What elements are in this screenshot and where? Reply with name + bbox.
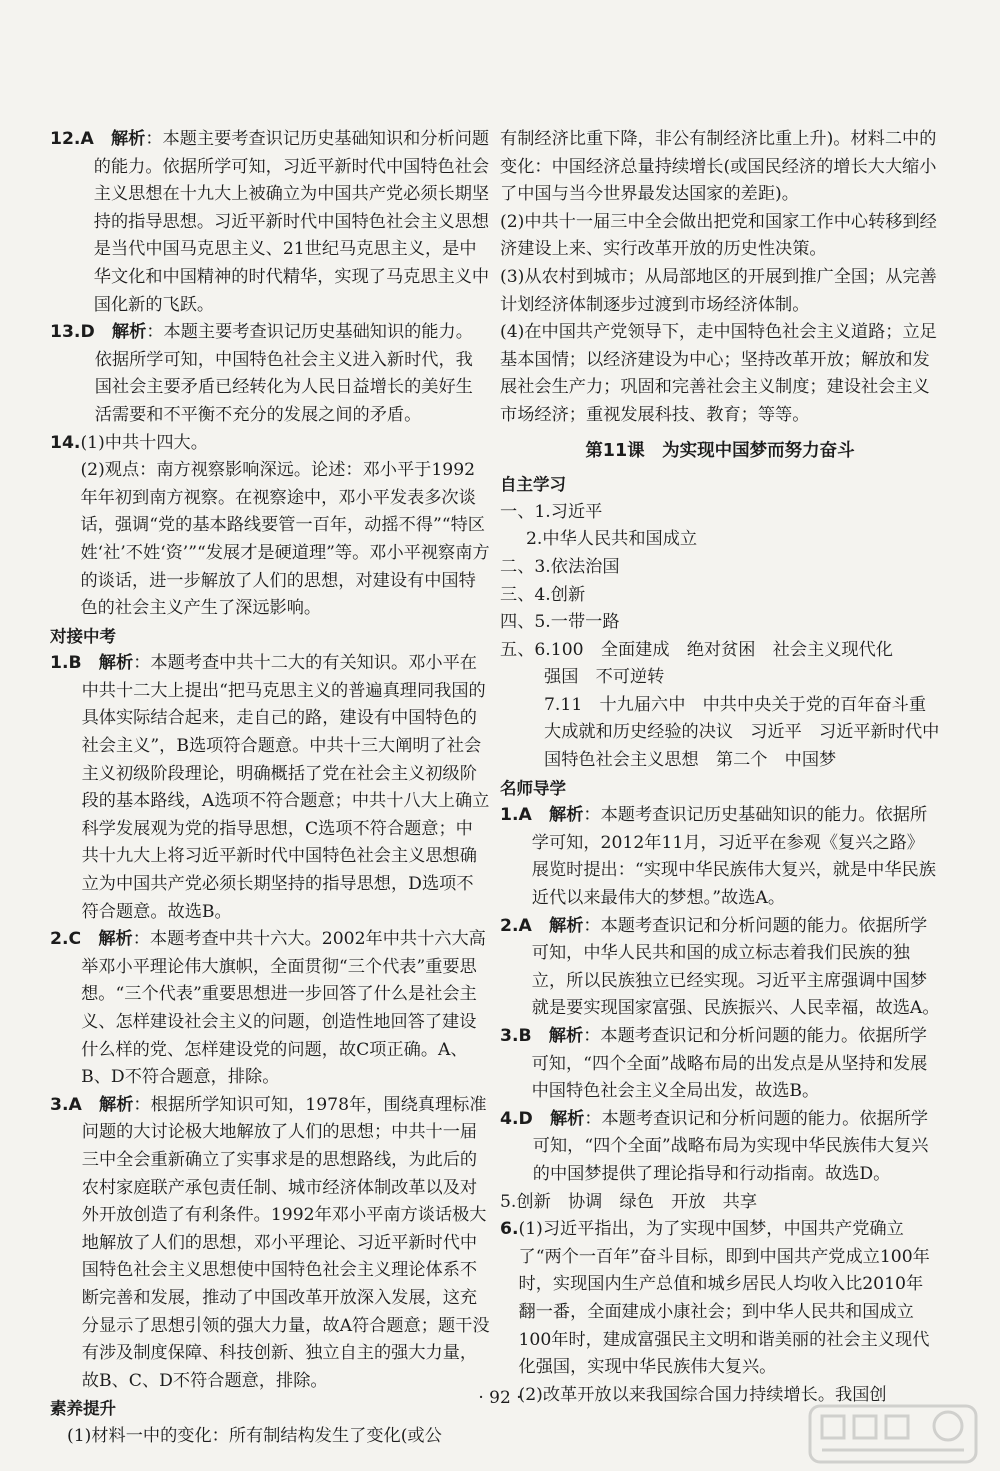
analysis-label: 解析 [549,1108,585,1129]
answer-text: 强国 不可逆转 [544,667,665,688]
answer-number: 2.A [500,915,532,936]
answer-m4 [500,1106,940,1189]
answer-text: ：本题考查识记和分析问题的能力。依据所学可知，“四个全面”战略布局的出发点是从坚持和发展中国特色社会主义全局出发，故选B。 [531,1026,928,1102]
answer-number: 4.D [500,1108,533,1129]
answer-text: ：本题考查识记和分析问题的能力。依据所学可知，“四个全面”战略布局为实现中华民族伟大复兴的中国梦提供了理论指导和行动指南。故选D。 [532,1108,929,1184]
answer-text: ：本题考查中共十六大。2002年中共十六大高举邓小平理论伟大旗帜，全面贯彻“三个代表”重要思想。“三个代表”重要思想进一步回答了什么是社会主义、怎样建设社会主义的问题，创造性地回答了建设什么样的党、怎样建设党的问题，故C项正确。A、B、D不符合题意，排除。 [81,929,486,1088]
section-heading: 对接中考 [50,626,116,646]
answer-text: ：根据所学知识可知，1978年，围绕真理标准问题的大讨论极大地解放了人们的思想；中共十一届三中全会重新确立了实事求是的思想路线，为此后的农村家庭联产承包责任制、城市经济体制改革以及对外开放创造了有利条件。1992年邓小平南方谈话极大地解放了人们的思想，邓小平理论、习近平新时代中国特色社会主义思想使中国特色社会主义理论体系不断完善和发展，推动了中国改革开放深入发展，这充分显示了思想引领的强大力量，故A符合题意；题干没有涉及制度保障、科技创新、独立自主的强大力量，故B、C、D不符合题意，排除。 [81,1094,490,1391]
analysis-label: 解析 [110,129,146,149]
answer-text: 2.中华人民共和国成立 [526,529,698,550]
section-heading: 自主学习 [500,475,566,495]
answer-number: 13.D [50,322,95,343]
section-heading: 名师导学 [500,778,566,798]
answer-text: 有制经济比重下降，非公有制经济比重上升)。材料二中的变化：中国经济总量持续增长(或国民经济的增长大大缩小了中国与当今世界最发达国家的差距)。 [500,129,937,205]
answer-number: 2.C [50,929,82,950]
answer-text: (1)中共十四大。 [80,432,208,453]
answer-text: 一、1.习近平 [500,501,603,522]
answer-text: 四、5.一带一路 [500,612,620,633]
answer-text: ：本题考查中共十二大的有关知识。邓小平在中共十二大上提出“把马克思主义的普遍真理同我国的具体实际结合起来，走自己的路，建设有中国特色的社会主义”，B选项符合题意。中共十三大阐明了社会主义初级阶段理论，明确概括了党在社会主义初级阶段的基本路线，A选项不符合题意；中共十八大上确立科学发展观为党的指导思想，C选项不符合题意；中共十九大上将习近平新时代中国特色社会主义思想确立为中国共产党必须长期坚持的指导思想，D选项不符合题意。故选B。 [81,653,490,922]
answer-m6 [500,1216,940,1409]
answer-text: (2)中共十一届三中全会做出把党和国家工作中心转移到经济建设上来、实行改革开放的历史性决策。 [500,211,937,260]
answer-text: 二、3.依法治国 [500,556,620,577]
section-heading: 素养提升 [50,1399,116,1419]
answer-text: ：本题考查识记历史基础知识的能力。依据所学可知，2012年11月，习近平在参观《复兴之路》展览时提出：“实现中华民族伟大复兴，就是中华民族近代以来最伟大的梦想。”故选A。 [531,805,936,909]
answer-m3 [500,1023,940,1106]
answer-number: 3.A [50,1094,82,1115]
answer-text: ：本题主要考查识记历史基础知识的能力。依据所学可知，中国特色社会主义进入新时代，我国社会主要矛盾已经转化为人民日益增长的美好生活需要和不平衡不充分的发展之间的矛盾。 [94,322,473,425]
answer-d2 [50,926,490,1092]
answer-number: 14. [50,432,81,453]
answer-m2 [500,913,940,1023]
answer-text: (1)习近平指出，为了实现中国梦，中国共产党确立了“两个一百年”奋斗目标，即到中国共产党成立100年时，实现国内生产总值和城乡居民人均收入比2010年翻一番，全面建成小康社会；到中华人民共和国成立100年时，建成富强民主文明和谐美丽的社会主义现代化强国，实现中华民族伟大复兴。 [518,1219,930,1378]
answer-number: 3.B [500,1026,532,1046]
right-column [500,126,940,1409]
answer-13 [50,319,490,429]
answer-text: 5.创新 协调 绿色 开放 共享 [500,1191,758,1212]
lesson-title: 第11课 为实现中国梦而努力奋斗 [585,440,855,461]
answer-text: (3)从农村到城市；从局部地区的开展到推广全国；从完善计划经济体制逐步过渡到市场经济体制。 [500,266,937,315]
answer-text: (1)材料一中的变化：所有制结构发生了变化(或公 [67,1425,442,1446]
answer-text: ：本题考查识记和分析问题的能力。依据所学可知，中华人民共和国的成立标志着我们民族的独立，所以民族独立已经实现。习近平主席强调中国梦就是要实现国家富强、民族振兴、人民幸福，故选A。 [531,915,940,1019]
answer-14 [50,430,490,623]
answer-number: 1.A [500,805,532,826]
analysis-label: 解析 [98,653,134,674]
answer-text: 三、4.创新 [500,584,586,605]
answer-d1 [50,650,490,926]
analysis-label: 解析 [548,1026,584,1046]
answer-number: 6. [500,1219,519,1240]
page-number: · 92 · [478,1388,522,1408]
left-column [50,126,490,1451]
answer-text: ：本题主要考查识记历史基础知识和分析问题的能力。依据所学可知，习近平新时代中国特色社会主义思想在十九大上被确立为中国共产党必须长期坚持的指导思想。习近平新时代中国特色社会主义思想是当代中国马克思主义、21世纪马克思主义，是中华文化和中国精神的时代精华，实现了马克思主义中国化新的飞跃。 [93,129,490,315]
watermark-logo-icon [808,1404,978,1464]
answer-number: 1.B [50,653,82,674]
answer-text: (2)观点：南方视察影响深远。论述：邓小平于1992年年初到南方视察。在视察途中，邓小平发表多次谈话，强调“党的基本路线要管一百年，动摇不得”“特区姓‘社’不姓‘资’”“发展才是硬道理”等。邓小平视察南方的谈话，进一步解放了人们的思想，对建设有中国特色的社会主义产生了深远影响。 [80,460,490,619]
analysis-label: 解析 [549,805,584,826]
analysis-label: 解析 [99,1094,134,1115]
watermark-logo [808,1404,978,1464]
answer-12 [50,126,490,319]
analysis-label: 解析 [111,322,147,343]
answer-text: (4)在中国共产党领导下，走中国特色社会主义道路；立足基本国情；以经济建设为中心；坚持改革开放；解放和发展社会生产力；巩固和完善社会主义制度；建设社会主义市场经济；重视发展科技、教育；等等。 [500,322,937,425]
analysis-label: 解析 [98,929,133,950]
answer-text: 7.11 十九届六中 中共中央关于党的百年奋斗重大成就和历史经验的决议 习近平 习近平新时代中国特色社会主义思想 第二个 中国梦 [544,694,940,771]
answer-m1 [500,802,940,912]
answer-d3 [50,1092,490,1396]
answer-text: 五、6.100 全面建成 绝对贫困 社会主义现代化 [500,639,893,660]
analysis-label: 解析 [549,915,584,936]
answer-text: (2)改革开放以来我国综合国力持续增长。我国创 [518,1384,887,1405]
answer-number: 12.A [50,129,94,149]
